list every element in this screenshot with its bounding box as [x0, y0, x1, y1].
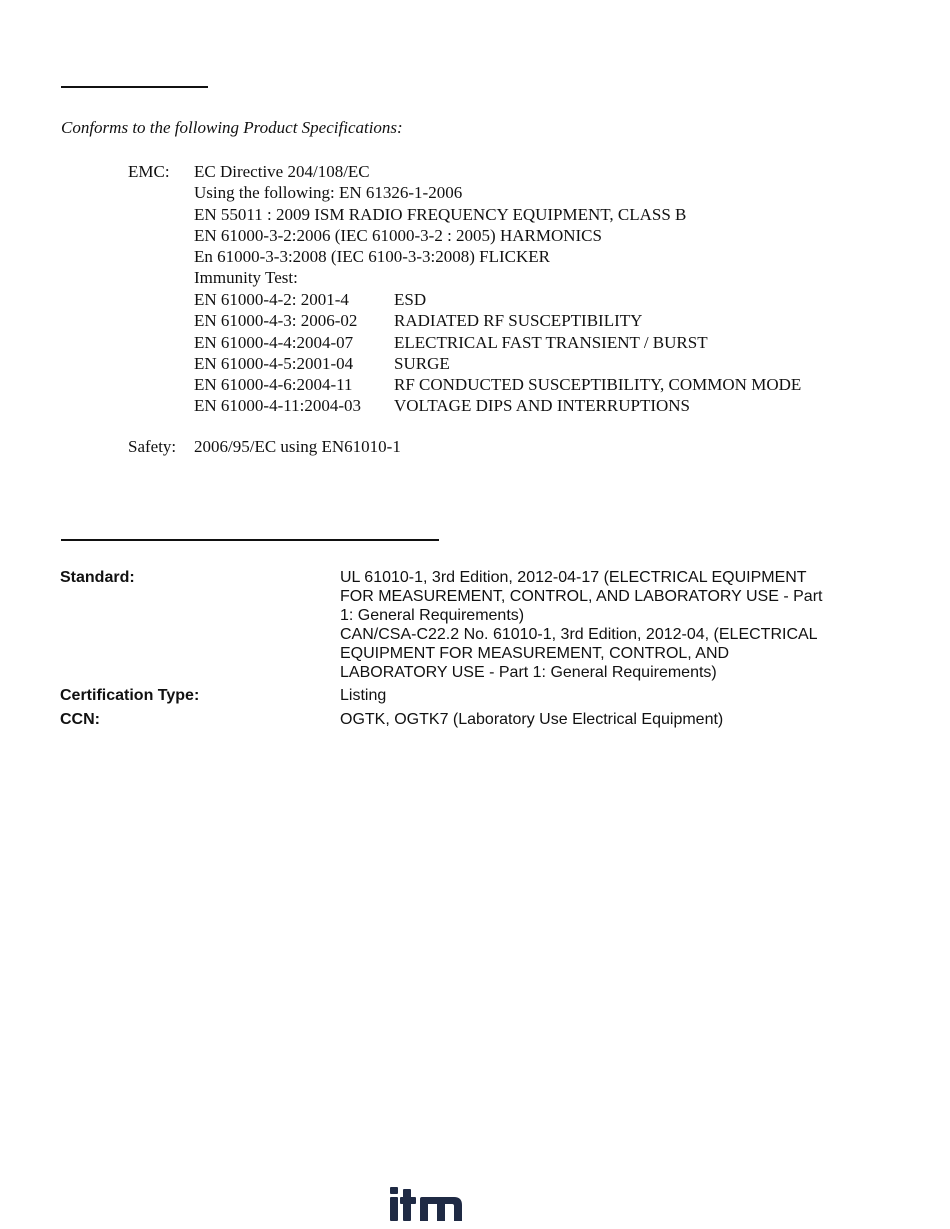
emc-label: EMC:: [128, 162, 170, 181]
ccn-label: CCN:: [60, 711, 100, 728]
emc-line: EN 61000-3-2:2006 (IEC 61000-3-2 : 2005) HARMONICS: [194, 225, 602, 245]
immunity-standard: EN 61000-4-4:2004-07: [194, 332, 354, 352]
immunity-description: RADIATED RF SUSCEPTIBILITY: [394, 311, 643, 331]
immunity-description: ELECTRICAL FAST TRANSIENT / BURST: [394, 332, 708, 352]
immunity-standard: EN 61000-4-3: 2006-02: [194, 311, 358, 331]
certification-type-value: Listing: [340, 687, 387, 704]
conformity-heading: Conforms to the following Product Specifications:: [61, 118, 403, 137]
top-divider: [61, 86, 208, 88]
emc-line: EC Directive 204/108/EC: [194, 162, 370, 181]
section-divider: [61, 539, 439, 541]
standard-line: FOR MEASUREMENT, CONTROL, AND LABORATORY USE - Part: [340, 588, 823, 605]
emc-specification-list: [194, 161, 686, 289]
certification-type-label: Certification Type:: [60, 687, 200, 704]
ccn-value: OGTK, OGTK7 (Laboratory Use Electrical Equipment): [340, 711, 724, 728]
immunity-standard: EN 61000-4-5:2001-04: [194, 353, 354, 373]
immunity-description: SURGE: [394, 353, 450, 373]
immunity-description: ESD: [394, 290, 427, 309]
immunity-standard: EN 61000-4-6:2004-11: [194, 375, 353, 395]
standard-line: 1: General Requirements): [340, 607, 525, 624]
safety-value: 2006/95/EC using EN61010-1: [194, 437, 401, 456]
safety-label: Safety:: [128, 437, 177, 456]
immunity-description: RF CONDUCTED SUSCEPTIBILITY, COMMON MODE: [394, 375, 802, 395]
standard-line: EQUIPMENT FOR MEASUREMENT, CONTROL, AND: [340, 645, 730, 662]
immunity-standard: EN 61000-4-11:2004-03: [194, 396, 361, 416]
standard-line: UL 61010-1, 3rd Edition, 2012-04-17 (ELECTRICAL EQUIPMENT: [340, 569, 807, 586]
emc-line: EN 55011 : 2009 ISM RADIO FREQUENCY EQUIPMENT, CLASS B: [194, 204, 687, 224]
standard-value: [340, 568, 850, 682]
immunity-description: VOLTAGE DIPS AND INTERRUPTIONS: [394, 396, 690, 416]
emc-line: Using the following: EN 61326-1-2006: [194, 183, 463, 203]
standard-line: CAN/CSA-C22.2 No. 61010-1, 3rd Edition, 2012-04, (ELECTRICAL: [340, 626, 818, 643]
immunity-test-heading: Immunity Test:: [194, 268, 298, 288]
itm-logo: [390, 1187, 464, 1223]
immunity-standard: EN 61000-4-2: 2001-4: [194, 290, 349, 309]
standard-line: LABORATORY USE - Part 1: General Requirements): [340, 664, 717, 681]
emc-line: En 61000-3-3:2008 (IEC 6100-3-3:2008) FLICKER: [194, 247, 551, 267]
standard-label: Standard:: [60, 569, 135, 586]
